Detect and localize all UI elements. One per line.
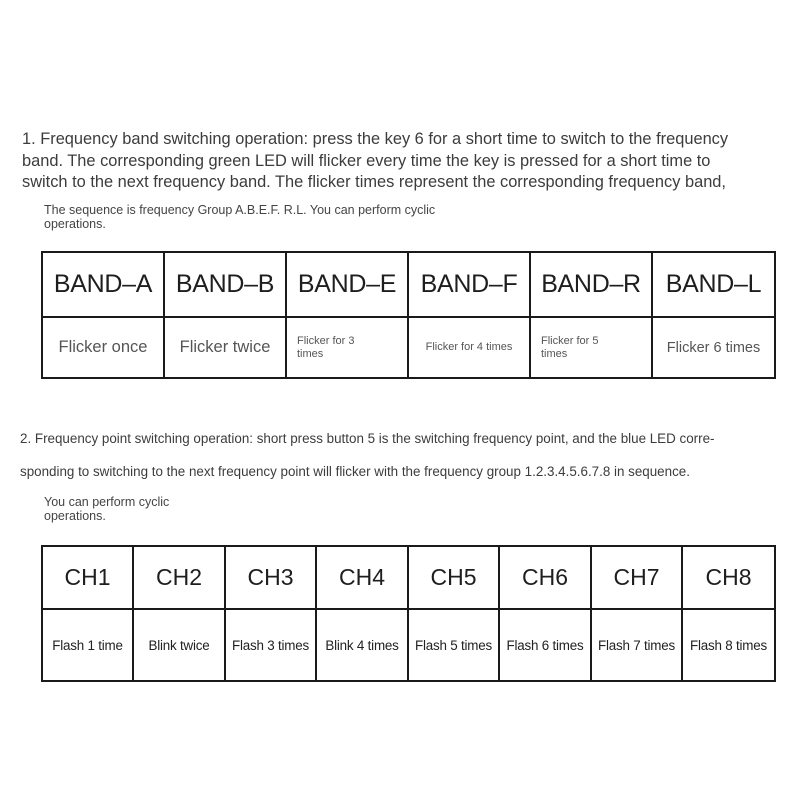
band-r-flicker-line: Flicker for 5 (541, 335, 599, 347)
band-e-flicker-line: Flicker for 3 (297, 335, 355, 347)
note-line: The sequence is frequency Group A.B.E.F. R.L. You can perform cyclic (44, 203, 436, 217)
ch6-header: CH6 (499, 546, 591, 609)
band-table (41, 251, 776, 379)
band-f-flicker: Flicker for 4 times (408, 317, 530, 378)
ch7-header: CH7 (591, 546, 682, 609)
point-switching-instructions-line-1: 2. Frequency point switching operation: short press button 5 is the switching frequency point, and the blue LED corre- (20, 431, 715, 446)
band-header-row (42, 252, 775, 317)
band-a-flicker: Flicker once (42, 317, 164, 378)
ch7-flash: Flash 7 times (591, 609, 682, 681)
band-r-flicker-line: times (541, 347, 568, 360)
channel-flash-row (42, 609, 775, 681)
band-f-header: BAND–F (408, 252, 530, 317)
band-flicker-row (42, 317, 775, 378)
band-sequence-note (44, 203, 514, 231)
channel-header-row (42, 546, 775, 609)
note-line: operations. (44, 509, 106, 523)
band-b-header: BAND–B (164, 252, 286, 317)
ch3-flash: Flash 3 times (225, 609, 316, 681)
ch2-flash: Blink twice (133, 609, 225, 681)
ch4-header: CH4 (316, 546, 408, 609)
band-e-flicker (286, 317, 408, 378)
ch1-flash: Flash 1 time (42, 609, 133, 681)
instruction-line: switch to the next frequency band. The flicker times represent the corresponding frequency band, (22, 173, 726, 191)
ch4-flash: Blink 4 times (316, 609, 408, 681)
cyclic-note (44, 495, 244, 523)
instruction-line: band. The corresponding green LED will flicker every time the key is pressed for a short time to (22, 151, 711, 170)
ch3-header: CH3 (225, 546, 316, 609)
band-e-header: BAND–E (286, 252, 408, 317)
band-b-flicker: Flicker twice (164, 317, 286, 378)
note-line: You can perform cyclic (44, 495, 170, 509)
note-line: operations. (44, 217, 106, 231)
band-r-header: BAND–R (530, 252, 652, 317)
band-r-flicker (530, 317, 652, 378)
ch1-header: CH1 (42, 546, 133, 609)
band-a-header: BAND–A (42, 252, 164, 317)
channel-table (41, 545, 776, 682)
band-l-flicker: Flicker 6 times (652, 317, 775, 378)
ch6-flash: Flash 6 times (499, 609, 591, 681)
ch8-flash: Flash 8 times (682, 609, 775, 681)
ch5-flash: Flash 5 times (408, 609, 499, 681)
band-e-flicker-line: times (297, 347, 324, 360)
band-switching-instructions (22, 129, 792, 194)
point-switching-instructions-line-2: sponding to switching to the next frequency point will flicker with the frequency group 1.2.3.4.5.6.7.8 in sequence. (20, 464, 690, 479)
band-l-header: BAND–L (652, 252, 775, 317)
ch2-header: CH2 (133, 546, 225, 609)
ch8-header: CH8 (682, 546, 775, 609)
instruction-line: 1. Frequency band switching operation: press the key 6 for a short time to switch to the frequency (22, 130, 729, 148)
ch5-header: CH5 (408, 546, 499, 609)
